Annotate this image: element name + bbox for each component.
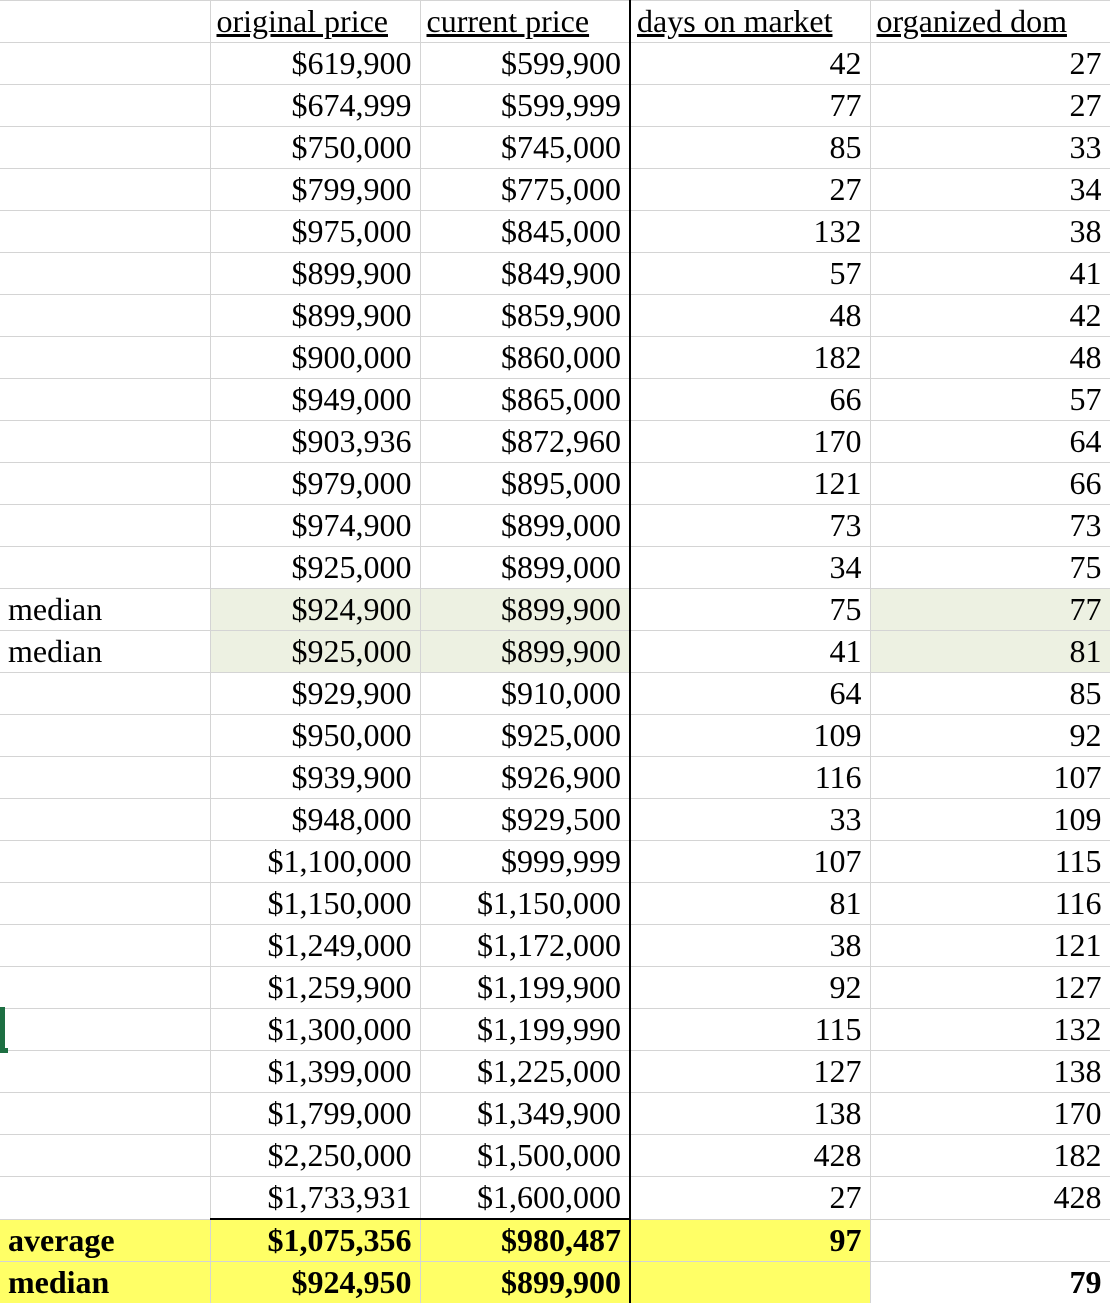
row-label-cell[interactable] [0,379,210,421]
organized-dom-cell[interactable]: 27 [870,43,1110,85]
table-row [0,253,1110,295]
original-price-cell[interactable]: $1,799,000 [210,1093,420,1135]
row-label-cell[interactable] [0,1135,210,1177]
table-row [0,169,1110,211]
table-row [0,43,1110,85]
current-price-cell[interactable]: $926,900 [420,757,630,799]
table-row [0,85,1110,127]
days-on-market-cell[interactable]: 81 [630,883,870,925]
row-label-cell[interactable] [0,673,210,715]
organized-dom-cell[interactable]: 109 [870,799,1110,841]
current-price-cell[interactable]: $899,000 [420,547,630,589]
organized-dom-cell[interactable]: 107 [870,757,1110,799]
average-organized-dom-cell[interactable] [870,1219,1110,1262]
current-price-cell[interactable]: $1,225,000 [420,1051,630,1093]
organized-dom-cell[interactable]: 34 [870,169,1110,211]
original-price-cell[interactable]: $929,900 [210,673,420,715]
average-row [0,1219,1110,1262]
row-label-cell[interactable] [0,757,210,799]
current-price-cell[interactable]: $895,000 [420,463,630,505]
days-on-market-cell[interactable]: 42 [630,43,870,85]
days-on-market-cell[interactable]: 132 [630,211,870,253]
original-price-cell[interactable]: $949,000 [210,379,420,421]
days-on-market-cell[interactable]: 170 [630,421,870,463]
current-price-cell[interactable]: $1,199,990 [420,1009,630,1051]
organized-dom-cell[interactable]: 66 [870,463,1110,505]
table-row [0,295,1110,337]
row-label-cell[interactable] [0,169,210,211]
days-on-market-cell[interactable]: 85 [630,127,870,169]
days-on-market-cell[interactable]: 109 [630,715,870,757]
table-row [0,925,1110,967]
days-on-market-cell[interactable]: 121 [630,463,870,505]
original-price-cell[interactable]: $674,999 [210,85,420,127]
row-label-cell[interactable] [0,1177,210,1220]
current-price-cell[interactable]: $859,900 [420,295,630,337]
current-price-cell[interactable]: $929,500 [420,799,630,841]
organized-dom-cell[interactable]: 85 [870,673,1110,715]
original-price-cell[interactable]: $899,900 [210,295,420,337]
average-label-cell[interactable]: average [0,1219,210,1262]
organized-dom-cell[interactable]: 42 [870,295,1110,337]
days-on-market-cell[interactable]: 115 [630,1009,870,1051]
days-on-market-cell[interactable]: 428 [630,1135,870,1177]
row-label-cell[interactable] [0,127,210,169]
table-row [0,757,1110,799]
days-on-market-cell[interactable]: 38 [630,925,870,967]
organized-dom-cell[interactable]: 48 [870,337,1110,379]
days-on-market-cell[interactable]: 182 [630,337,870,379]
table-row [0,1093,1110,1135]
organized-dom-cell[interactable]: 121 [870,925,1110,967]
row-label-cell[interactable] [0,211,210,253]
median-original-price-cell[interactable]: $924,950 [210,1262,420,1304]
table-row [0,211,1110,253]
header-original-price[interactable]: original price [210,1,420,43]
organized-dom-cell[interactable]: 27 [870,85,1110,127]
current-price-cell[interactable]: $925,000 [420,715,630,757]
current-price-cell[interactable]: $1,199,900 [420,967,630,1009]
row-label-cell[interactable] [0,505,210,547]
original-price-cell[interactable]: $900,000 [210,337,420,379]
table-row [0,1051,1110,1093]
table-row [0,967,1110,1009]
row-label-cell[interactable] [0,43,210,85]
table-row [0,127,1110,169]
organized-dom-cell[interactable]: 182 [870,1135,1110,1177]
table-row [0,421,1110,463]
days-on-market-cell[interactable]: 57 [630,253,870,295]
average-current-price-cell[interactable]: $980,487 [420,1219,630,1262]
organized-dom-cell[interactable]: 138 [870,1051,1110,1093]
row-label-cell[interactable] [0,253,210,295]
table-row [0,379,1110,421]
table-row [0,799,1110,841]
current-price-cell[interactable]: $1,500,000 [420,1135,630,1177]
days-on-market-cell[interactable]: 77 [630,85,870,127]
organized-dom-cell[interactable]: 73 [870,505,1110,547]
table-row [0,841,1110,883]
current-price-cell[interactable]: $599,900 [420,43,630,85]
organized-dom-cell[interactable]: 38 [870,211,1110,253]
original-price-cell[interactable]: $1,100,000 [210,841,420,883]
median-days-on-market-cell[interactable] [630,1262,870,1304]
table-row [0,631,1110,673]
table-row [0,547,1110,589]
days-on-market-cell[interactable]: 116 [630,757,870,799]
original-price-cell[interactable]: $619,900 [210,43,420,85]
original-price-cell[interactable]: $948,000 [210,799,420,841]
median-row [0,1262,1110,1304]
table-body [0,1,1110,1304]
days-on-market-cell[interactable]: 27 [630,1177,870,1220]
original-price-cell[interactable]: $799,900 [210,169,420,211]
days-on-market-cell[interactable]: 27 [630,169,870,211]
header-organized-dom[interactable]: organized dom [870,1,1110,43]
original-price-cell[interactable]: $1,399,000 [210,1051,420,1093]
current-price-cell[interactable]: $599,999 [420,85,630,127]
row-label-cell[interactable] [0,85,210,127]
organized-dom-cell[interactable]: 57 [870,379,1110,421]
row-label-cell[interactable] [0,967,210,1009]
original-price-cell[interactable]: $1,249,000 [210,925,420,967]
table-row [0,589,1110,631]
days-on-market-cell[interactable]: 107 [630,841,870,883]
organized-dom-cell[interactable]: 132 [870,1009,1110,1051]
days-on-market-cell[interactable]: 92 [630,967,870,1009]
current-price-cell[interactable]: $899,000 [420,505,630,547]
original-price-cell[interactable]: $750,000 [210,127,420,169]
row-label-cell[interactable] [0,421,210,463]
table-row [0,505,1110,547]
organized-dom-cell[interactable]: 170 [870,1093,1110,1135]
current-price-cell[interactable]: $999,999 [420,841,630,883]
original-price-cell[interactable]: $924,900 [210,589,420,631]
original-price-cell[interactable]: $925,000 [210,547,420,589]
fill-handle[interactable] [0,1048,8,1053]
days-on-market-cell[interactable]: 138 [630,1093,870,1135]
original-price-cell[interactable]: $1,150,000 [210,883,420,925]
days-on-market-cell[interactable]: 75 [630,589,870,631]
row-label-cell[interactable]: median [0,631,210,673]
header-days-on-market[interactable]: days on market [630,1,870,43]
current-price-cell[interactable]: $1,349,900 [420,1093,630,1135]
current-price-cell[interactable]: $845,000 [420,211,630,253]
median-organized-dom-cell[interactable]: 79 [870,1262,1110,1304]
current-price-cell[interactable]: $865,000 [420,379,630,421]
average-original-price-cell[interactable]: $1,075,356 [210,1219,420,1262]
current-price-cell[interactable]: $775,000 [420,169,630,211]
original-price-cell[interactable]: $899,900 [210,253,420,295]
table-row [0,1009,1110,1051]
days-on-market-cell[interactable]: 66 [630,379,870,421]
current-price-cell[interactable]: $1,150,000 [420,883,630,925]
table-row [0,463,1110,505]
days-on-market-cell[interactable]: 48 [630,295,870,337]
row-label-cell[interactable] [0,1009,210,1051]
average-days-on-market-cell[interactable]: 97 [630,1219,870,1262]
row-label-cell[interactable] [0,1093,210,1135]
row-label-cell[interactable] [0,841,210,883]
days-on-market-cell[interactable]: 34 [630,547,870,589]
original-price-cell[interactable]: $1,733,931 [210,1177,420,1220]
row-label-cell[interactable] [0,715,210,757]
header-row [0,1,1110,43]
original-price-cell[interactable]: $974,900 [210,505,420,547]
organized-dom-cell[interactable]: 41 [870,253,1110,295]
table-row [0,1177,1110,1220]
original-price-cell[interactable]: $1,259,900 [210,967,420,1009]
header-current-price[interactable]: current price [420,1,630,43]
original-price-cell[interactable]: $2,250,000 [210,1135,420,1177]
days-on-market-cell[interactable]: 127 [630,1051,870,1093]
original-price-cell[interactable]: $903,936 [210,421,420,463]
header-cell-blank[interactable] [0,1,210,43]
organized-dom-cell[interactable]: 116 [870,883,1110,925]
days-on-market-cell[interactable]: 73 [630,505,870,547]
current-price-cell[interactable]: $899,900 [420,589,630,631]
current-price-cell[interactable]: $910,000 [420,673,630,715]
row-label-cell[interactable] [0,883,210,925]
original-price-cell[interactable]: $1,300,000 [210,1009,420,1051]
median-current-price-cell[interactable]: $899,900 [420,1262,630,1304]
organized-dom-cell[interactable]: 92 [870,715,1110,757]
table-row [0,715,1110,757]
row-label-cell[interactable]: median [0,589,210,631]
organized-dom-cell[interactable]: 115 [870,841,1110,883]
organized-dom-cell[interactable]: 77 [870,589,1110,631]
row-label-cell[interactable] [0,547,210,589]
current-price-cell[interactable]: $872,960 [420,421,630,463]
current-price-cell[interactable]: $1,600,000 [420,1177,630,1220]
original-price-cell[interactable]: $975,000 [210,211,420,253]
original-price-cell[interactable]: $950,000 [210,715,420,757]
days-on-market-cell[interactable]: 33 [630,799,870,841]
organized-dom-cell[interactable]: 64 [870,421,1110,463]
table-row [0,883,1110,925]
current-price-cell[interactable]: $899,900 [420,631,630,673]
row-label-cell[interactable] [0,295,210,337]
table-row [0,1135,1110,1177]
table-row [0,337,1110,379]
active-cell-indicator [0,1007,5,1053]
median-label-cell[interactable]: median [0,1262,210,1304]
organized-dom-cell[interactable]: 75 [870,547,1110,589]
organized-dom-cell[interactable]: 428 [870,1177,1110,1220]
row-label-cell[interactable] [0,799,210,841]
current-price-cell[interactable]: $860,000 [420,337,630,379]
days-on-market-cell[interactable]: 64 [630,673,870,715]
row-label-cell[interactable] [0,463,210,505]
original-price-cell[interactable]: $925,000 [210,631,420,673]
row-label-cell[interactable] [0,1051,210,1093]
original-price-cell[interactable]: $939,900 [210,757,420,799]
organized-dom-cell[interactable]: 33 [870,127,1110,169]
original-price-cell[interactable]: $979,000 [210,463,420,505]
table-row [0,673,1110,715]
row-label-cell[interactable] [0,337,210,379]
organized-dom-cell[interactable]: 81 [870,631,1110,673]
current-price-cell[interactable]: $745,000 [420,127,630,169]
current-price-cell[interactable]: $1,172,000 [420,925,630,967]
row-label-cell[interactable] [0,925,210,967]
organized-dom-cell[interactable]: 127 [870,967,1110,1009]
current-price-cell[interactable]: $849,900 [420,253,630,295]
days-on-market-cell[interactable]: 41 [630,631,870,673]
